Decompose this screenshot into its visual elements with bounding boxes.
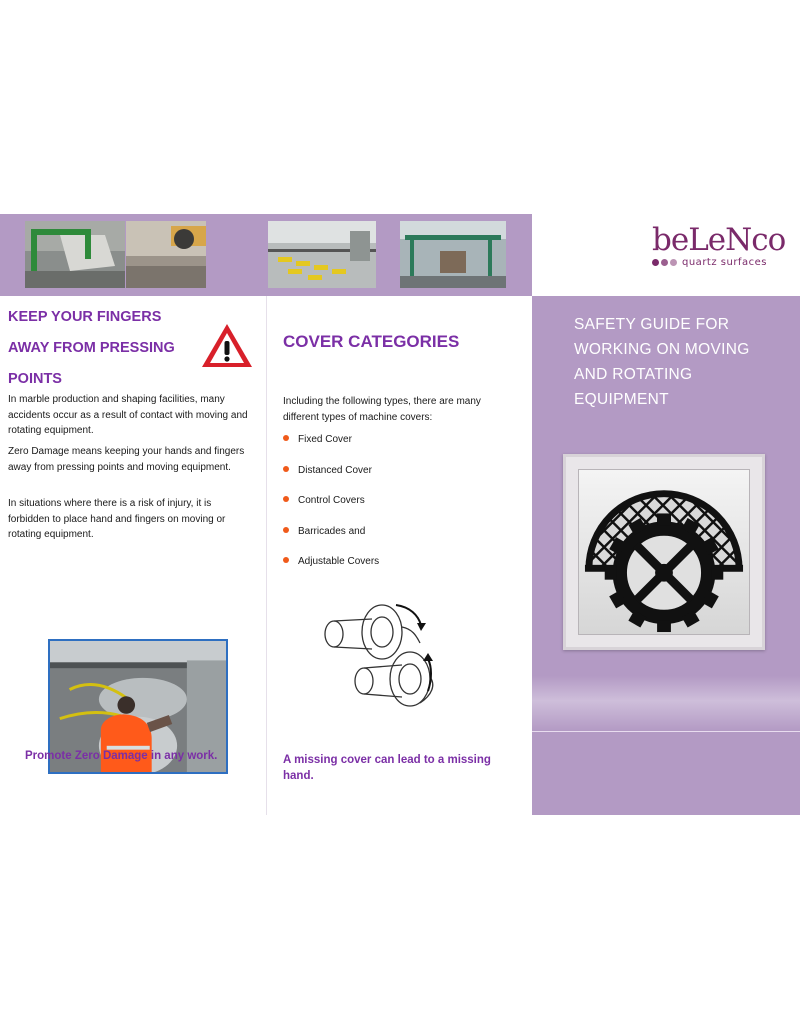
gear-guard-sign-frame	[563, 454, 765, 650]
top-photo-band	[0, 214, 532, 296]
left-panel	[0, 296, 266, 815]
list-item: Fixed Cover	[283, 432, 379, 463]
logo-dot-icon	[670, 259, 677, 266]
left-heading-line: AWAY FROM PRESSING	[8, 340, 175, 356]
left-paragraph: Zero Damage means keeping your hands and fingers away from pressing points and moving equipment.	[8, 446, 245, 473]
list-item: Barricades and	[283, 524, 379, 555]
brand-tagline-row	[652, 257, 767, 268]
middle-tagline: A missing cover can lead to a missing hand.	[283, 754, 491, 782]
panel-glare	[532, 676, 800, 731]
photo-bridge-crane	[400, 221, 506, 288]
gear-guard-sign	[578, 469, 750, 635]
middle-intro: Including the following types, there are many different types of machine covers:	[283, 396, 481, 423]
list-item: Control Covers	[283, 493, 379, 524]
middle-heading: COVER CATEGORIES	[283, 332, 460, 351]
left-heading	[8, 302, 198, 395]
cover-title: SAFETY GUIDE FOR WORKING ON MOVING AND ROTATING EQUIPMENT	[574, 316, 750, 408]
middle-panel	[266, 296, 532, 815]
left-paragraph: In situations where there is a risk of injury, it is forbidden to place hand and fingers on moving or rotating equipment.	[8, 498, 226, 540]
left-paragraph: In marble production and shaping facilities, many accidents occur as a result of contact with moving and rotating equipment.	[8, 394, 248, 436]
gear-guard-icon	[579, 470, 749, 634]
warning-icon	[200, 322, 254, 369]
photo-saw-machine	[25, 221, 125, 288]
right-cover-panel	[532, 296, 800, 815]
left-tagline: Promote Zero Damage in any work.	[25, 750, 218, 762]
rotating-rollers-diagram	[320, 599, 450, 715]
photo-conveyor	[268, 221, 376, 288]
panel-rule	[532, 731, 800, 732]
logo-dot-icon	[652, 259, 659, 266]
brand-name: beLeNco	[652, 222, 786, 258]
cover-list	[283, 432, 379, 585]
list-item: Distanced Cover	[283, 463, 379, 494]
left-heading-line: POINTS	[8, 371, 62, 387]
left-heading-line: KEEP YOUR FINGERS	[8, 309, 162, 325]
photo-slab-cutter	[126, 221, 206, 288]
brand-logo	[532, 214, 800, 296]
brochure-spread	[0, 214, 800, 815]
list-item: Adjustable Covers	[283, 554, 379, 585]
brand-tagline: quartz surfaces	[682, 257, 767, 268]
logo-dot-icon	[661, 259, 668, 266]
